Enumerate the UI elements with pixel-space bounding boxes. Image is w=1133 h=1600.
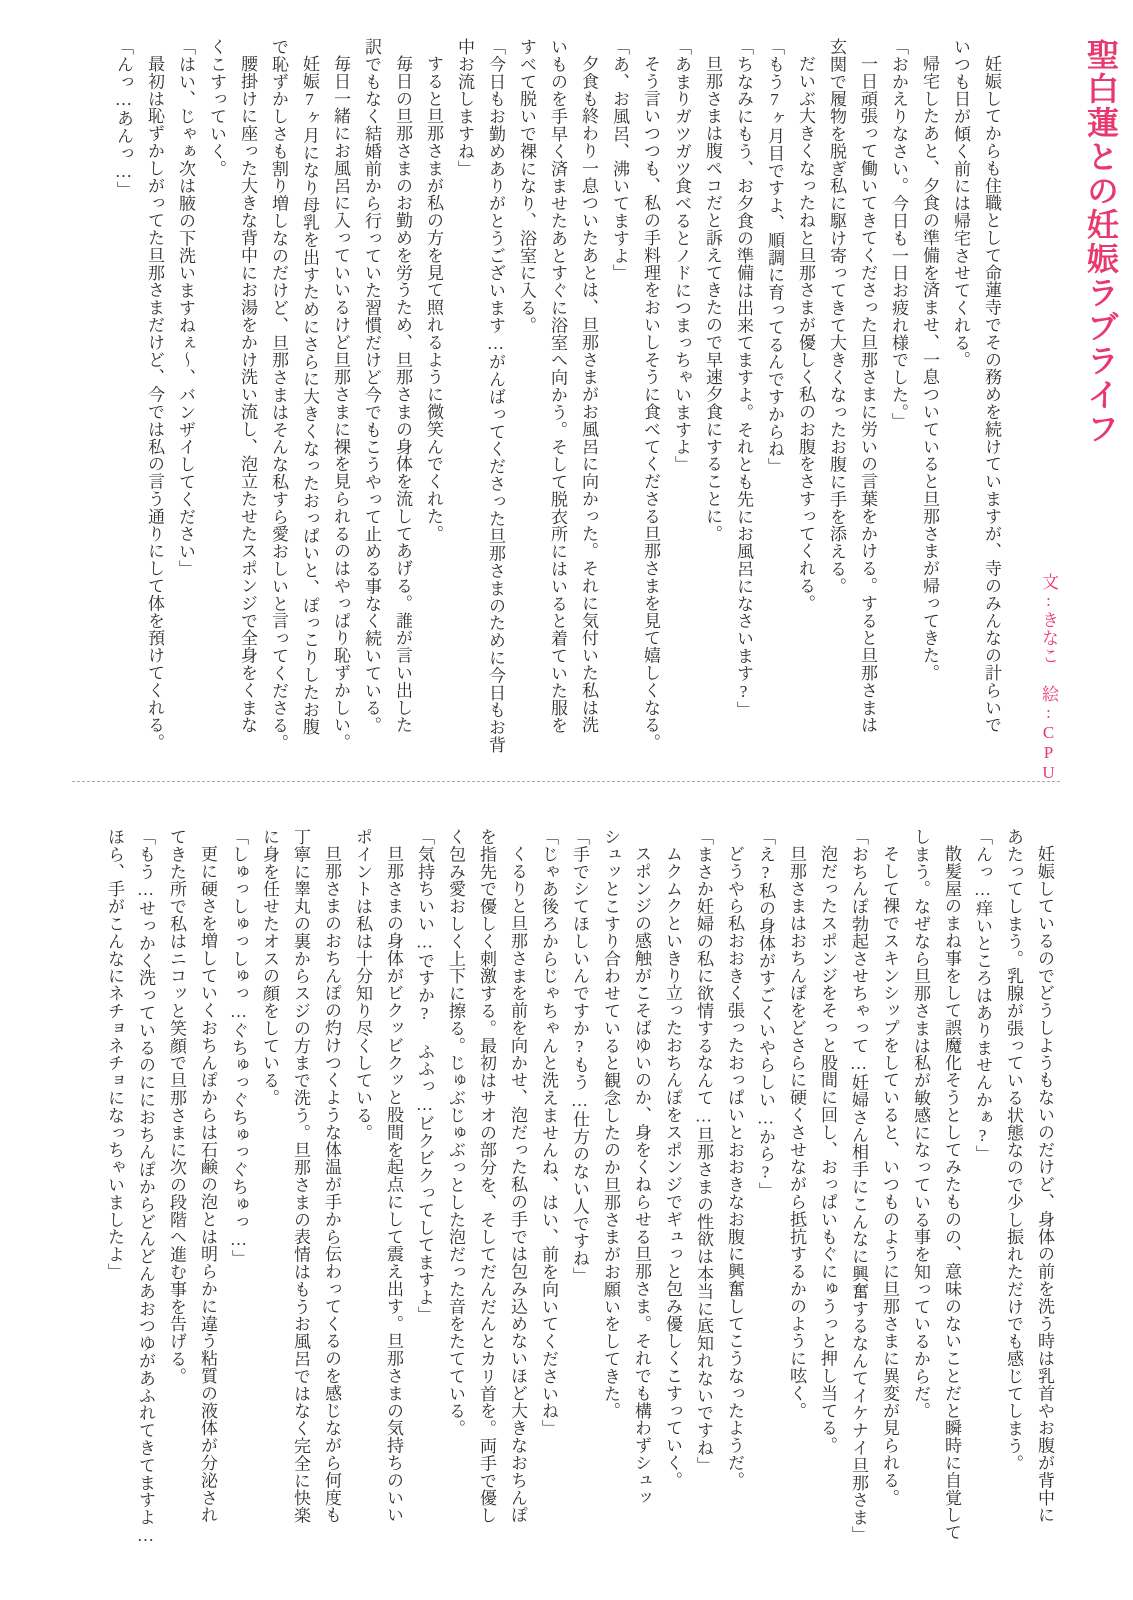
top-text-section — [108, 38, 1125, 783]
text-line: 「もう…せっかく洗っているのににおちんぽからどんどんあおつゆがあふれてきてますよ… — [136, 828, 155, 1546]
bottom-text-block — [99, 828, 1060, 1563]
text-line: 「あまりガツガツ食べるとノドにつまっちゃいますよ」 — [672, 38, 691, 473]
text-line: 「まさか妊婦の私に欲情するなんて…旦那さまの性欲は本当に底知れないですね」 — [694, 828, 713, 1474]
text-line: しまう。なぜなら旦那さまは私が敏感になっている事を知っているからだ。 — [911, 828, 930, 1420]
text-line: 妊娠してからも住職として命蓮寺でその務めを続けていますが、寺のみんなの計らいで — [982, 55, 1001, 734]
text-line: スポンジの感触がこそばゆいのか、身をくねらせる旦那さま。それでも構わずシュッ — [632, 845, 651, 1507]
text-line: 「んっ…あんっ…」 — [114, 38, 133, 199]
text-line: ムクムクといきり立ったおちんぽをスポンジでギュっと包み優しくこすっていく。 — [663, 845, 682, 1490]
text-line: で恥ずかしさも割り増しなのだけど、旦那さまはそんな私すら愛おしいと言ってくださる。 — [269, 38, 288, 752]
text-line: てきた所で私はニコッと笑顔で旦那さまに次の段階へ進む事を告げる。 — [167, 828, 186, 1385]
text-line: 「じゃあ後ろからじゃちゃんと洗えませんね、はい、前を向いてくださいね」 — [539, 828, 558, 1437]
text-line: 玄関で履物を脱ぎ私に駆け寄ってきて大きくなったお腹に手を添える。 — [827, 38, 846, 595]
text-line: あたってしまう。乳腺が張っている状態なので少し振れただけでも感じてしまう。 — [1004, 828, 1023, 1472]
text-line: 更に硬さを増していくおちんぽからは石鹸の泡とは明らかに違う粘質の液体が分泌され — [198, 845, 217, 1524]
text-line: ほら、手がこんなにネチョネチョになっちゃいましたよ」 — [105, 828, 124, 1281]
text-line: 「気持ちいい…ですか? ふふっ…ビクビクってしてますよ」 — [415, 828, 434, 1324]
text-line: 丁寧に睾丸の裏からスジの方まで洗う。旦那さまの表情はもうお風呂ではなく完全に快楽 — [291, 828, 310, 1524]
author-credits: 文:きなこ 絵:CPU — [1039, 573, 1058, 783]
text-line: 「あ、お風呂、沸いてますよ」 — [610, 38, 629, 282]
text-line: 中お流しますね」 — [455, 38, 474, 178]
text-line: だいぶ大きくなったねと旦那さまが優しく私のお腹をさすってくれる。 — [796, 55, 815, 613]
text-line: シュッとこすり合わせていると観念したのか旦那さまがお願いをしてきた。 — [601, 828, 620, 1420]
text-line: 最初は恥ずかしがってた旦那さまだけど、今では私の言う通りにして体を預けてくれる。 — [145, 55, 164, 752]
text-line: そう言いつつも、私の手料理をおいしそうに食べてくださる旦那さまを見て嬉しくなる。 — [641, 55, 660, 752]
text-line: 妊娠しているのでどうしようもないのだけど、身体の前を洗う時は乳首やお腹が背中に — [1035, 845, 1054, 1524]
text-line: 「しゅっしゅっしゅっ…ぐちゅっぐちゅっぐちゅっ…」 — [229, 828, 248, 1267]
text-line: 「もう7ヶ月目ですよ、順調に育ってるんですからね」 — [765, 38, 784, 475]
page-title: 聖白蓮との妊娠ラブライフ — [1083, 38, 1119, 446]
text-line: 夕食も終わり一息ついたあとは、旦那さまがお風呂に向かった。それに気付いた私は洗 — [579, 55, 598, 734]
text-line: 旦那さまの身体がビクッビクッと股間を起点にして震え出す。旦那さまの気持ちのいい — [384, 845, 403, 1524]
text-line: 「おかえりなさい。今日も一日お疲れ様でした。」 — [889, 38, 908, 430]
text-line: 旦那さまのおちんぽの灼けつくような体温が手から伝わってくるのを感じながら何度も — [322, 845, 341, 1524]
text-line: 「今日もお勤めありがとうございます…がんばってくださった旦那さまのために今日もお背 — [486, 38, 505, 754]
text-line: 妊娠7ヶ月になり母乳を出すためにさらに大きくなったおっぱいと、ぽっこりしたお腹 — [300, 55, 319, 736]
text-line: 「ちなみにもう、お夕食の準備は出来てますよ。それとも先にお風呂になさいます?」 — [734, 38, 753, 719]
text-line: 「え?私の身体がすごくいやらしい…から?」 — [756, 828, 775, 1200]
top-text-block — [108, 38, 1007, 762]
text-line: く包み愛おしく上下に擦る。じゅぶじゅぶっとした泡だった音をたてている。 — [446, 828, 465, 1437]
text-line: 訳でもなく結婚前から行っていた習慣だけど今でもこうやって止める事なく続いている。 — [362, 38, 381, 734]
text-line: いものを手早く済ませたあとすぐに浴室へ向かう。そして脱衣所にはいると着ていた服を — [548, 38, 567, 734]
text-line: くこすっていく。 — [207, 38, 226, 178]
text-line: くるりと旦那さまを前を向かせ、泡だった私の手では包み込めないほど大きなおちんぽ — [508, 845, 527, 1524]
text-line: 一日頑張って働いてきてくださった旦那さまに労いの言葉をかける。すると旦那さまは — [858, 55, 877, 734]
text-line: すべて脱いで裸になり、浴室に入る。 — [517, 38, 536, 334]
text-line: 旦那さまはおちんぽをどさらに硬くさせながら抵抗するかのように呟く。 — [787, 845, 806, 1420]
text-line: ポイントは私は十分知り尽くしている。 — [353, 828, 372, 1142]
bottom-text-section — [99, 828, 1060, 1563]
text-line: 「手でシてほしいんですか?もう…仕方のない人ですね」 — [570, 828, 589, 1285]
text-line: 毎日一緒にお風呂に入っていいるけど旦那さまに裸を見られるのはやっぱり恥ずかしい。 — [331, 55, 350, 752]
section-divider — [72, 781, 1060, 782]
text-line: そして裸でスキンシップをしていると、いつものように旦那さまに異変が見られる。 — [880, 845, 899, 1507]
text-line: 「んっ…痒いところはありませんかぁ?」 — [973, 828, 992, 1163]
text-line: 旦那さまは腹ペコだと訴えてきたので早速夕食にすることに。 — [703, 55, 722, 543]
text-line: 「おちんぽ勃起させちゃって…妊婦さん相手にこんなに興奮するなんてイケナイ旦那さま」 — [849, 828, 868, 1544]
text-line: どうやら私おおきく張ったおっぱいとおおきなお腹に興奮してこうなったようだ。 — [725, 845, 744, 1490]
text-line: いつも日が傾く前には帰宅させてくれる。 — [951, 38, 970, 369]
text-line: 泡だったスポンジをそっと股間に回し、おっぱいもぐにゅうっと押し当てる。 — [818, 845, 837, 1455]
text-line: に身を任せたオスの顔をしている。 — [260, 828, 279, 1107]
text-line: 散髪屋のまね事をして誤魔化そうとしてみたものの、意味のないことだと瞬時に自覚して — [942, 845, 961, 1542]
text-line: 毎日の旦那さまのお勤めを労うため、旦那さまの身体を流してあげる。誰が言い出した — [393, 55, 412, 734]
text-line: すると旦那さまが私の方を見て照れるように微笑んでくれた。 — [424, 55, 443, 543]
text-line: 帰宅したあと、夕食の準備を済ませ、一息ついていると旦那さまが帰ってきた。 — [920, 55, 939, 682]
text-line: 「はい、じゃぁ次は腋の下洗いますねぇ〜、バンザイしてください」 — [176, 38, 195, 578]
text-line: を指先で優しく刺激する。最初はサオの部分を、そしてだんだんとカリ首を。両手で優し — [477, 828, 496, 1524]
text-line: 腰掛けに座った大きな背中にお湯をかけ洗い流し、泡立たせたスポンジで全身をくまな — [238, 55, 257, 734]
